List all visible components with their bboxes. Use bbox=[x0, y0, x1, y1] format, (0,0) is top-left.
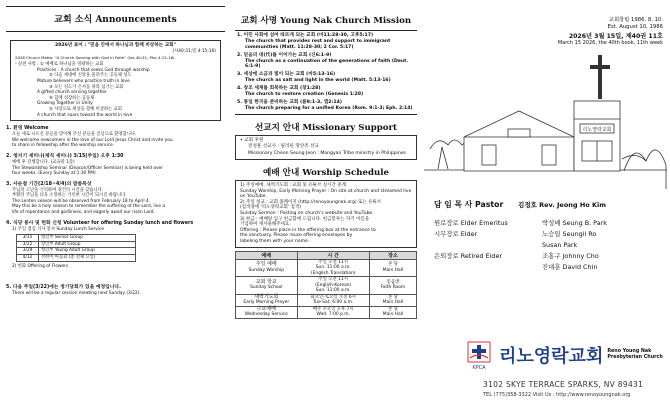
item-number: 2. bbox=[6, 153, 12, 159]
item-line: The Stewardship Seminar (Deacon/Officer Seminar) is being held over bbox=[12, 165, 163, 171]
flower-line: 2) 헌화 Offering of Flowers bbox=[12, 263, 69, 269]
item-line: We welcome newcomers in the love of our Lord Jesus Christ and invite you bbox=[12, 137, 173, 143]
schedule-place bbox=[369, 294, 416, 306]
worship-title: 예배 안내 Worship Schedule bbox=[263, 168, 389, 179]
worship-note: 1) 주일예배, 새벽기도회 : 교회 및 유튜브 실시간 중계 bbox=[240, 183, 346, 189]
time-en: Tue-Sat. 6:00 a.m. bbox=[313, 300, 354, 306]
place-en: Main Hall bbox=[382, 267, 404, 273]
schedule-row bbox=[236, 306, 417, 318]
service-kr: 수요예배 bbox=[256, 305, 276, 312]
schedule-place bbox=[369, 306, 416, 318]
time-note: (English Translation) bbox=[310, 270, 356, 276]
church-motto-box bbox=[10, 40, 221, 121]
schedule-service bbox=[236, 277, 298, 295]
place-kr: 믿음방 bbox=[386, 279, 400, 285]
practice-line: ② 다음 세대에 신앙을 물려주는 공동체 성도 bbox=[49, 73, 132, 79]
worship-note: labeling them with your name. bbox=[240, 239, 310, 245]
service-kr: 주일 예배 bbox=[255, 261, 277, 268]
mission-kr: 1. 이민 사회에 섬여 따르게 되는 교회 (마11:28-30, 고후5:17) bbox=[237, 33, 374, 38]
staff-name: Susan Park bbox=[542, 241, 578, 249]
staff-role: 원로장로 Elder Emeritus bbox=[434, 219, 508, 227]
logo-en-line1: Reno Young Nak bbox=[607, 349, 652, 354]
worship-note: Sunday Worship, Early Morning Prayer : On site at church and streamed live on YouTube. bbox=[240, 188, 412, 200]
staff-name: 노승일 Seungil Ro bbox=[542, 230, 597, 238]
pastor-label: 담 임 목 사 Pastor bbox=[434, 200, 504, 209]
worship-note: Offering : Please place in the offering box at the entrance to bbox=[240, 227, 376, 233]
time-en: Wed. 7:00 p.m. bbox=[316, 312, 350, 318]
founded-kr: 교회창립 1986. 8. 10. bbox=[608, 17, 663, 23]
mission-en: The church preparing for a unified Korea (Rom. 9:1-3; Eph. 2:14) bbox=[245, 105, 413, 111]
item-line: four weeks. (Every Sunday at 1:30 PM) bbox=[12, 171, 96, 177]
time-note: Sun. 11:00 a.m. bbox=[315, 288, 351, 294]
lunch-row bbox=[17, 255, 136, 262]
schedule-service bbox=[236, 306, 298, 318]
practice-line: ③ 모든 성도가 은사를 따라 섬기는 교회 bbox=[49, 84, 124, 90]
item-line: 1) 주일 점심 식사 봉사 Sunday Lunch Service bbox=[12, 226, 104, 232]
mission-en: The church that provides rest and support to immigrant communities (Matt. 11:28-30; 2 Cor. 5:17) bbox=[245, 39, 391, 50]
lunch-table bbox=[16, 234, 136, 261]
service-en: Sunday Worship bbox=[248, 267, 284, 273]
lunch-name: 선한이 아동회 (총 전체 요일) bbox=[39, 255, 136, 262]
service-en: Wednesday Service bbox=[244, 312, 288, 318]
announcements-title: 교회 소식 Announcements bbox=[54, 15, 177, 25]
service-en: Sunday School bbox=[250, 285, 283, 291]
mission-en: The church as salt and light in the world (Matt. 5:13-16) bbox=[245, 78, 391, 84]
time-kr: 화요일-토요일 오전 6시 bbox=[310, 294, 356, 300]
staff-name: 진대훈 David Chin bbox=[542, 263, 598, 271]
place-en: Main Hall bbox=[382, 300, 404, 306]
staff-list bbox=[424, 218, 667, 273]
staff-row bbox=[434, 262, 667, 273]
staff-name: 조홍구 Johnny Cho bbox=[542, 252, 599, 260]
issue-en: March 15 2026, the 40th book, 11th week bbox=[557, 40, 663, 46]
place-kr: 본 당 bbox=[388, 262, 398, 268]
item-line: May this be a holy season to remember the suffering of the Lord, live a bbox=[12, 204, 165, 210]
lunch-row bbox=[17, 235, 136, 242]
mission-kr: 2. 믿음의 대(代)를 이어가는 교회 (신6:1-9) bbox=[237, 52, 332, 58]
founding-info bbox=[424, 17, 667, 47]
mission-title: 교회 사명 Young Nak Church Mission bbox=[240, 16, 412, 26]
service-kr: 교회 학교 bbox=[255, 278, 277, 285]
item-title: 사순절 기간(2/18~4/4)의 말씀묵상 bbox=[13, 181, 92, 187]
lunch-name: 청년부 Young Adult Group bbox=[39, 248, 136, 255]
schedule-time bbox=[297, 294, 369, 306]
address: 3102 SKYE TERRACE SPARKS, NV 89431 bbox=[483, 380, 644, 389]
worship-note: 기입하여 재사용해주세요. bbox=[240, 222, 291, 228]
item-line: 부활의 주님을 더욱 소망하는 거룩한 시간이 되시길 바랍니다. bbox=[12, 193, 127, 199]
announcement-items bbox=[6, 126, 225, 232]
church-info-column bbox=[421, 0, 670, 407]
pastor-name: 김정호 Rev. Jeong Ho Kim bbox=[518, 201, 607, 209]
staff-row bbox=[434, 218, 667, 229]
time-kr: 주일 오전 11시 bbox=[318, 277, 349, 283]
pastor-line bbox=[424, 199, 667, 210]
founded-en: Est. August 10, 1986 bbox=[607, 24, 663, 30]
issue-kr: 2026년 3월 15일, 제40권 11호 bbox=[568, 33, 663, 40]
schedule-time bbox=[297, 259, 369, 277]
mission-en: The church to restore creation (Genesis 1:28) bbox=[245, 91, 364, 97]
lunch-date: 3/22 bbox=[17, 241, 39, 248]
time-kr: 매주 수요일 오후 7시 bbox=[312, 306, 354, 312]
phone-web: TEL (775)358-3322 Visit Us : http://www.renoyoungnak.org bbox=[483, 392, 631, 398]
service-en: Early Morning Prayer bbox=[243, 300, 290, 306]
staff-row bbox=[434, 251, 667, 262]
missionary-box bbox=[235, 135, 417, 161]
practice-list bbox=[15, 68, 216, 118]
worship-note: 2) 주일 설교 : 교회 홈페이지 (http://renoyoungnak.org) 또는 유튜브 bbox=[240, 199, 382, 205]
missionary-title: 선교지 안내 Missionary Support bbox=[255, 122, 397, 133]
missionary-line: • 교회 후원 bbox=[240, 137, 264, 143]
worship-note: 3) 헌금 : 예배당 입구 헌금함에 드립니다. 헌금봉투는 자기 이름을 bbox=[240, 216, 370, 222]
logo-korean-name: 리노영락교회 bbox=[499, 346, 604, 367]
staff-row bbox=[434, 229, 667, 240]
schedule-row bbox=[236, 277, 417, 295]
practice-line: Practices : A church that seeks God through worship bbox=[37, 67, 150, 73]
item-title: 식당 봉사 및 헌화 신청 Volunteer for offering Sunday lunch and flowers bbox=[13, 220, 194, 226]
item-line: 오늘 새로 나오신 분들을 맞이해 주신 분들을 진심으로 환영합니다. bbox=[12, 132, 137, 138]
place-en: Main Hall bbox=[382, 312, 404, 318]
schedule-header: 장소 bbox=[369, 251, 416, 259]
practice-line: ④ 함께 성장하는 공동체 bbox=[49, 95, 95, 101]
schedule-row bbox=[236, 259, 417, 277]
place-kr: 본 당 bbox=[388, 306, 398, 312]
item-number: 3. bbox=[6, 181, 12, 187]
practice-line: A gifted church serving together bbox=[37, 90, 107, 96]
lunch-date: 3/29 bbox=[17, 248, 39, 255]
practice-line: Mature believers who practice truth in love bbox=[37, 78, 130, 84]
service-kr: 새벽기도회 bbox=[254, 293, 279, 300]
worship-notes bbox=[235, 180, 417, 248]
schedule-service bbox=[236, 294, 298, 306]
mission-kr: 5. 통일 한국을 준비하는 교회 (롬9:1-3, 엡2:14) bbox=[237, 99, 343, 105]
top-rule bbox=[6, 6, 225, 7]
announcement-item bbox=[6, 221, 225, 233]
item-title: 청지기 세미나(제직 세미나) 3/15(주일) 오후 1:30 bbox=[13, 153, 124, 159]
schedule-header: 예배 bbox=[236, 251, 298, 259]
schedule-service bbox=[236, 259, 298, 277]
missionary-line: 전성훈 선교사 : 필리핀 망얀족 선교 bbox=[248, 144, 319, 150]
practice-line: A church that soars toward the world in love bbox=[37, 112, 133, 118]
announcement-item bbox=[6, 154, 225, 177]
church-logo bbox=[465, 340, 663, 370]
logo-english-name bbox=[607, 349, 662, 361]
lunch-row bbox=[17, 241, 136, 248]
schedule-place bbox=[369, 259, 416, 277]
time-en: Sun. 11:00 a.m. bbox=[315, 265, 351, 271]
time-en: (English-Korean) bbox=[315, 282, 352, 288]
motto-header: 2026년 표어 : "믿음 안에서 하나님과 함께 비상하는 교회" bbox=[55, 43, 176, 48]
kpca-text: KPCA bbox=[472, 365, 486, 370]
mission-kr: 4. 창조 세계를 회복하는 교회 (창1:28) bbox=[237, 85, 321, 91]
announcement-item bbox=[6, 182, 225, 216]
schedule-place bbox=[369, 277, 416, 295]
item5-head: 5. 다음 주일(3/22)에는 정기당회가 있을 예정입니다. bbox=[6, 285, 121, 291]
item-line: 주님의 고난을 기억하며 경건의 시간을 갖습니다. bbox=[12, 187, 104, 193]
item5-en: There will be a regular session meeting next Sunday (3/22). bbox=[12, 291, 141, 297]
item-line: 예배 후 진행합니다. (교육관 1층) bbox=[12, 159, 75, 165]
worship-note: (검색창에 '리노영락교회' 검색) bbox=[240, 205, 302, 211]
church-sign: 리노영락교회 bbox=[582, 127, 612, 133]
place-en: Faith Room bbox=[380, 285, 406, 291]
announcements-column bbox=[0, 0, 231, 407]
item-title: 환영 Welcome bbox=[13, 126, 49, 132]
mission-en: The church as a continuation of the generations of faith (Deut. 6:1-9) bbox=[245, 58, 409, 70]
item-head bbox=[6, 221, 225, 227]
practice-line: Growing Together in Unity bbox=[37, 101, 93, 107]
lunch-name: 청년부 Senior Group bbox=[39, 235, 136, 242]
church-building-illustration bbox=[424, 49, 667, 189]
schedule-time bbox=[297, 277, 369, 295]
missionary-line: Missionary Cheon Seung Jeon : Mangyan Tribe ministry in Philippines bbox=[248, 150, 406, 156]
schedule-header: 시 간 bbox=[297, 251, 369, 259]
staff-row bbox=[434, 240, 667, 251]
lunch-date: 3/15 bbox=[17, 235, 39, 242]
staff-role bbox=[434, 240, 542, 251]
time-kr: 주일 오전 11시 bbox=[318, 259, 349, 265]
announcement-item bbox=[6, 126, 225, 149]
staff-role: 시무장로 Elder bbox=[434, 230, 478, 238]
lunch-date: 4/12 bbox=[17, 255, 39, 262]
practice-head: - 실천 사항 : ① 예배로 하나님을 영광하는 교회 bbox=[15, 62, 104, 68]
mission-list bbox=[235, 30, 417, 115]
motto-en: 2026 Church Motto: "A Church Soaring with God in Faith" (Isa 40:31; Php 4:15-16) bbox=[15, 54, 175, 60]
place-kr: 본 당 bbox=[388, 294, 398, 300]
lunch-row bbox=[17, 248, 136, 255]
item-line: to share in fellowship after the worship service. bbox=[12, 143, 115, 149]
title-rule bbox=[6, 31, 225, 32]
staff-role bbox=[434, 262, 542, 273]
practice-line: ⑤ 사랑으로 세상을 향해 비상하는 교회 bbox=[49, 106, 122, 112]
mission-kr: 3. 세상에 소금과 빛이 되는 교회 (마5:13-16) bbox=[237, 72, 336, 78]
worship-note: the sanctuary. Please reuse offering envelopes by bbox=[240, 233, 353, 239]
church-logo-icon bbox=[465, 340, 495, 370]
staff-name: 박성배 Seung B. Park bbox=[542, 219, 607, 227]
motto-ref: (사40:31;빌 4:15-16) bbox=[172, 49, 216, 54]
lunch-name: 장년부 Adult Group bbox=[39, 241, 136, 248]
staff-role: 은퇴장로 Retired Elder bbox=[434, 252, 503, 260]
schedule-time bbox=[297, 306, 369, 318]
item-number: 1. bbox=[6, 126, 12, 132]
item-line: The Lenten season will be observed from February 18 to April 4. bbox=[12, 198, 150, 204]
schedule-row bbox=[236, 294, 417, 306]
mission-column bbox=[232, 0, 420, 407]
logo-en-line2: Presbyterian Church bbox=[607, 355, 663, 360]
item-number: 4. bbox=[6, 220, 12, 226]
worship-schedule-table bbox=[235, 251, 417, 319]
item-line: life of repentance and godliness, and eagerly await our risen Lord. bbox=[12, 210, 155, 216]
worship-note: Sunday Sermon : Posting on church's website and YouTube. bbox=[240, 211, 374, 217]
